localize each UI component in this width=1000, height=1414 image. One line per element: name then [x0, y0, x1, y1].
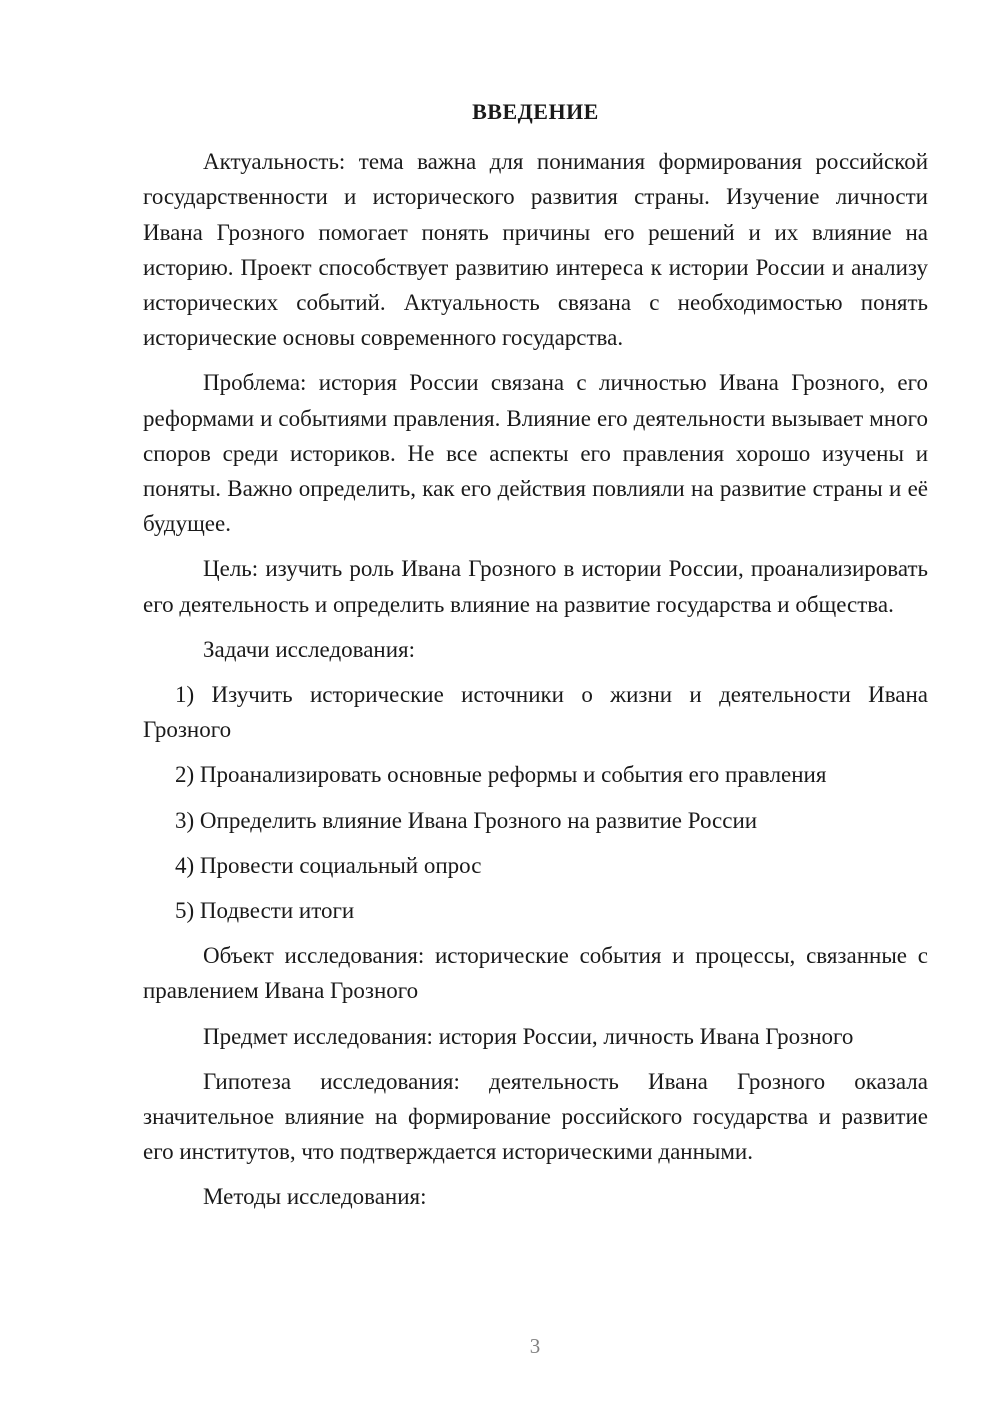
- object-paragraph: Объект исследования: исторические события и процессы, связанные с правлением Ивана Грозного: [143, 943, 928, 1004]
- methods-heading: Методы исследования:: [203, 1184, 427, 1210]
- task-item: 4) Провести социальный опрос: [175, 852, 482, 878]
- task-item: 1) Изучить исторические источники о жизни и деятельности Ивана Грозного: [143, 682, 928, 743]
- relevance-paragraph: Актуальность: тема важна для понимания формирования российской государственности и исторического развития страны. Изучение личности Ивана Грозного помогает понять причины его решений и их влияние на историю. Проект способствует развитию интереса к истории России и анализу исторических событий. Актуальность связана с необходимостью понять исторические основы современного государства.: [143, 149, 928, 351]
- task-item: 2) Проанализировать основные реформы и события его правления: [175, 762, 827, 788]
- tasks-list: [143, 677, 928, 928]
- tasks-heading: Задачи исследования:: [203, 636, 416, 662]
- task-item: 5) Подвести итоги: [175, 898, 355, 924]
- section-title: ВВЕДЕНИЕ: [472, 99, 599, 124]
- goal-paragraph: Цель: изучить роль Ивана Грозного в истории России, проанализировать его деятельность и определить влияние на развитие государства и общества.: [143, 556, 928, 617]
- page-body: [143, 94, 928, 1225]
- problem-paragraph: Проблема: история России связана с личностью Ивана Грозного, его реформами и событиями правления. Влияние его деятельности вызывает много споров среди историков. Не все аспекты его правления хорошо изучены и поняты. Важно определить, как его действия повлияли на развитие страны и её будущее.: [143, 370, 928, 537]
- page-number: 3: [529, 1334, 541, 1358]
- task-item: 3) Определить влияние Ивана Грозного на развитие России: [175, 807, 758, 833]
- subject-paragraph: Предмет исследования: история России, личность Ивана Грозного: [203, 1023, 854, 1049]
- hypothesis-paragraph: Гипотеза исследования: деятельность Ивана Грозного оказала значительное влияние на формирование российского государства и развитие его институтов, что подтверждается историческими данными.: [143, 1068, 928, 1165]
